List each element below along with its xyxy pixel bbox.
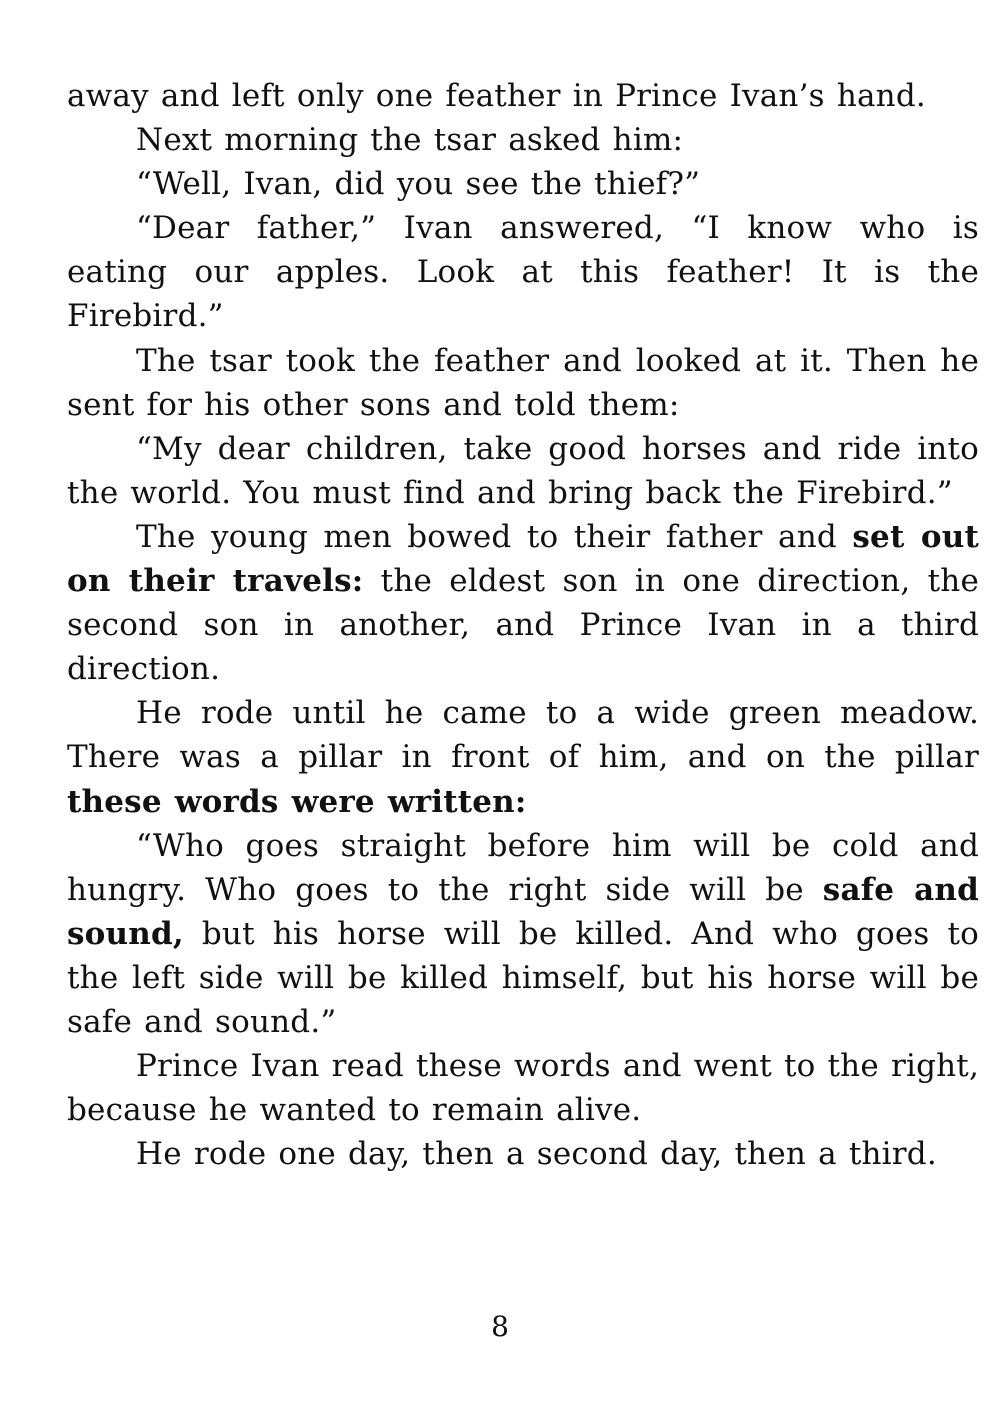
bold-phrase: set out on their travels: bbox=[67, 518, 979, 600]
text-run: “Dear father,” Ivan answered, “I know who is eating our apples. Look at this feather! It is the Firebird.” bbox=[67, 210, 979, 335]
text-run: Next morning the tsar asked him: bbox=[136, 122, 684, 159]
text-run: but his horse will be killed. And who goes to the left side will be killed himself, but his horse will be safe and sound.” bbox=[67, 915, 979, 1040]
paragraph bbox=[67, 427, 979, 515]
page-number: 8 bbox=[491, 1310, 509, 1343]
text-run: away and left only one feather in Prince Ivan’s hand. bbox=[67, 78, 926, 114]
paragraph bbox=[67, 1132, 979, 1176]
text-run: “Well, Ivan, did you see the thief?” bbox=[136, 166, 701, 203]
paragraph bbox=[67, 74, 979, 118]
bold-phrase: these words were written: bbox=[67, 783, 527, 820]
paragraph bbox=[67, 118, 979, 162]
text-run: “My dear children, take good horses and ride into the world. You must find and bring back the Firebird.” bbox=[67, 430, 979, 511]
text-run: Prince Ivan read these words and went to the right, because he wanted to remain alive. bbox=[67, 1048, 979, 1129]
paragraph bbox=[67, 1044, 979, 1132]
paragraph bbox=[67, 691, 979, 823]
text-run: The tsar took the feather and looked at it. Then he sent for his other sons and told them: bbox=[67, 342, 979, 423]
paragraph bbox=[67, 162, 979, 206]
paragraph bbox=[67, 339, 979, 427]
page-text bbox=[67, 74, 979, 1176]
paragraph bbox=[67, 206, 979, 338]
text-run: He rode one day, then a second day, then a third. bbox=[136, 1136, 937, 1173]
text-run: He rode until he came to a wide green meadow. There was a pillar in front of him, and on the pillar bbox=[67, 695, 979, 776]
text-run: the eldest son in one direction, the second son in another, and Prince Ivan in a third direction. bbox=[67, 563, 979, 688]
text-run: “Who goes straight before him will be cold and hungry. Who goes to the right side will be bbox=[67, 827, 979, 908]
paragraph bbox=[67, 515, 979, 691]
bold-phrase: safe and sound, bbox=[67, 871, 979, 952]
paragraph bbox=[67, 824, 979, 1044]
text-run: The young men bowed to their father and bbox=[136, 518, 853, 555]
